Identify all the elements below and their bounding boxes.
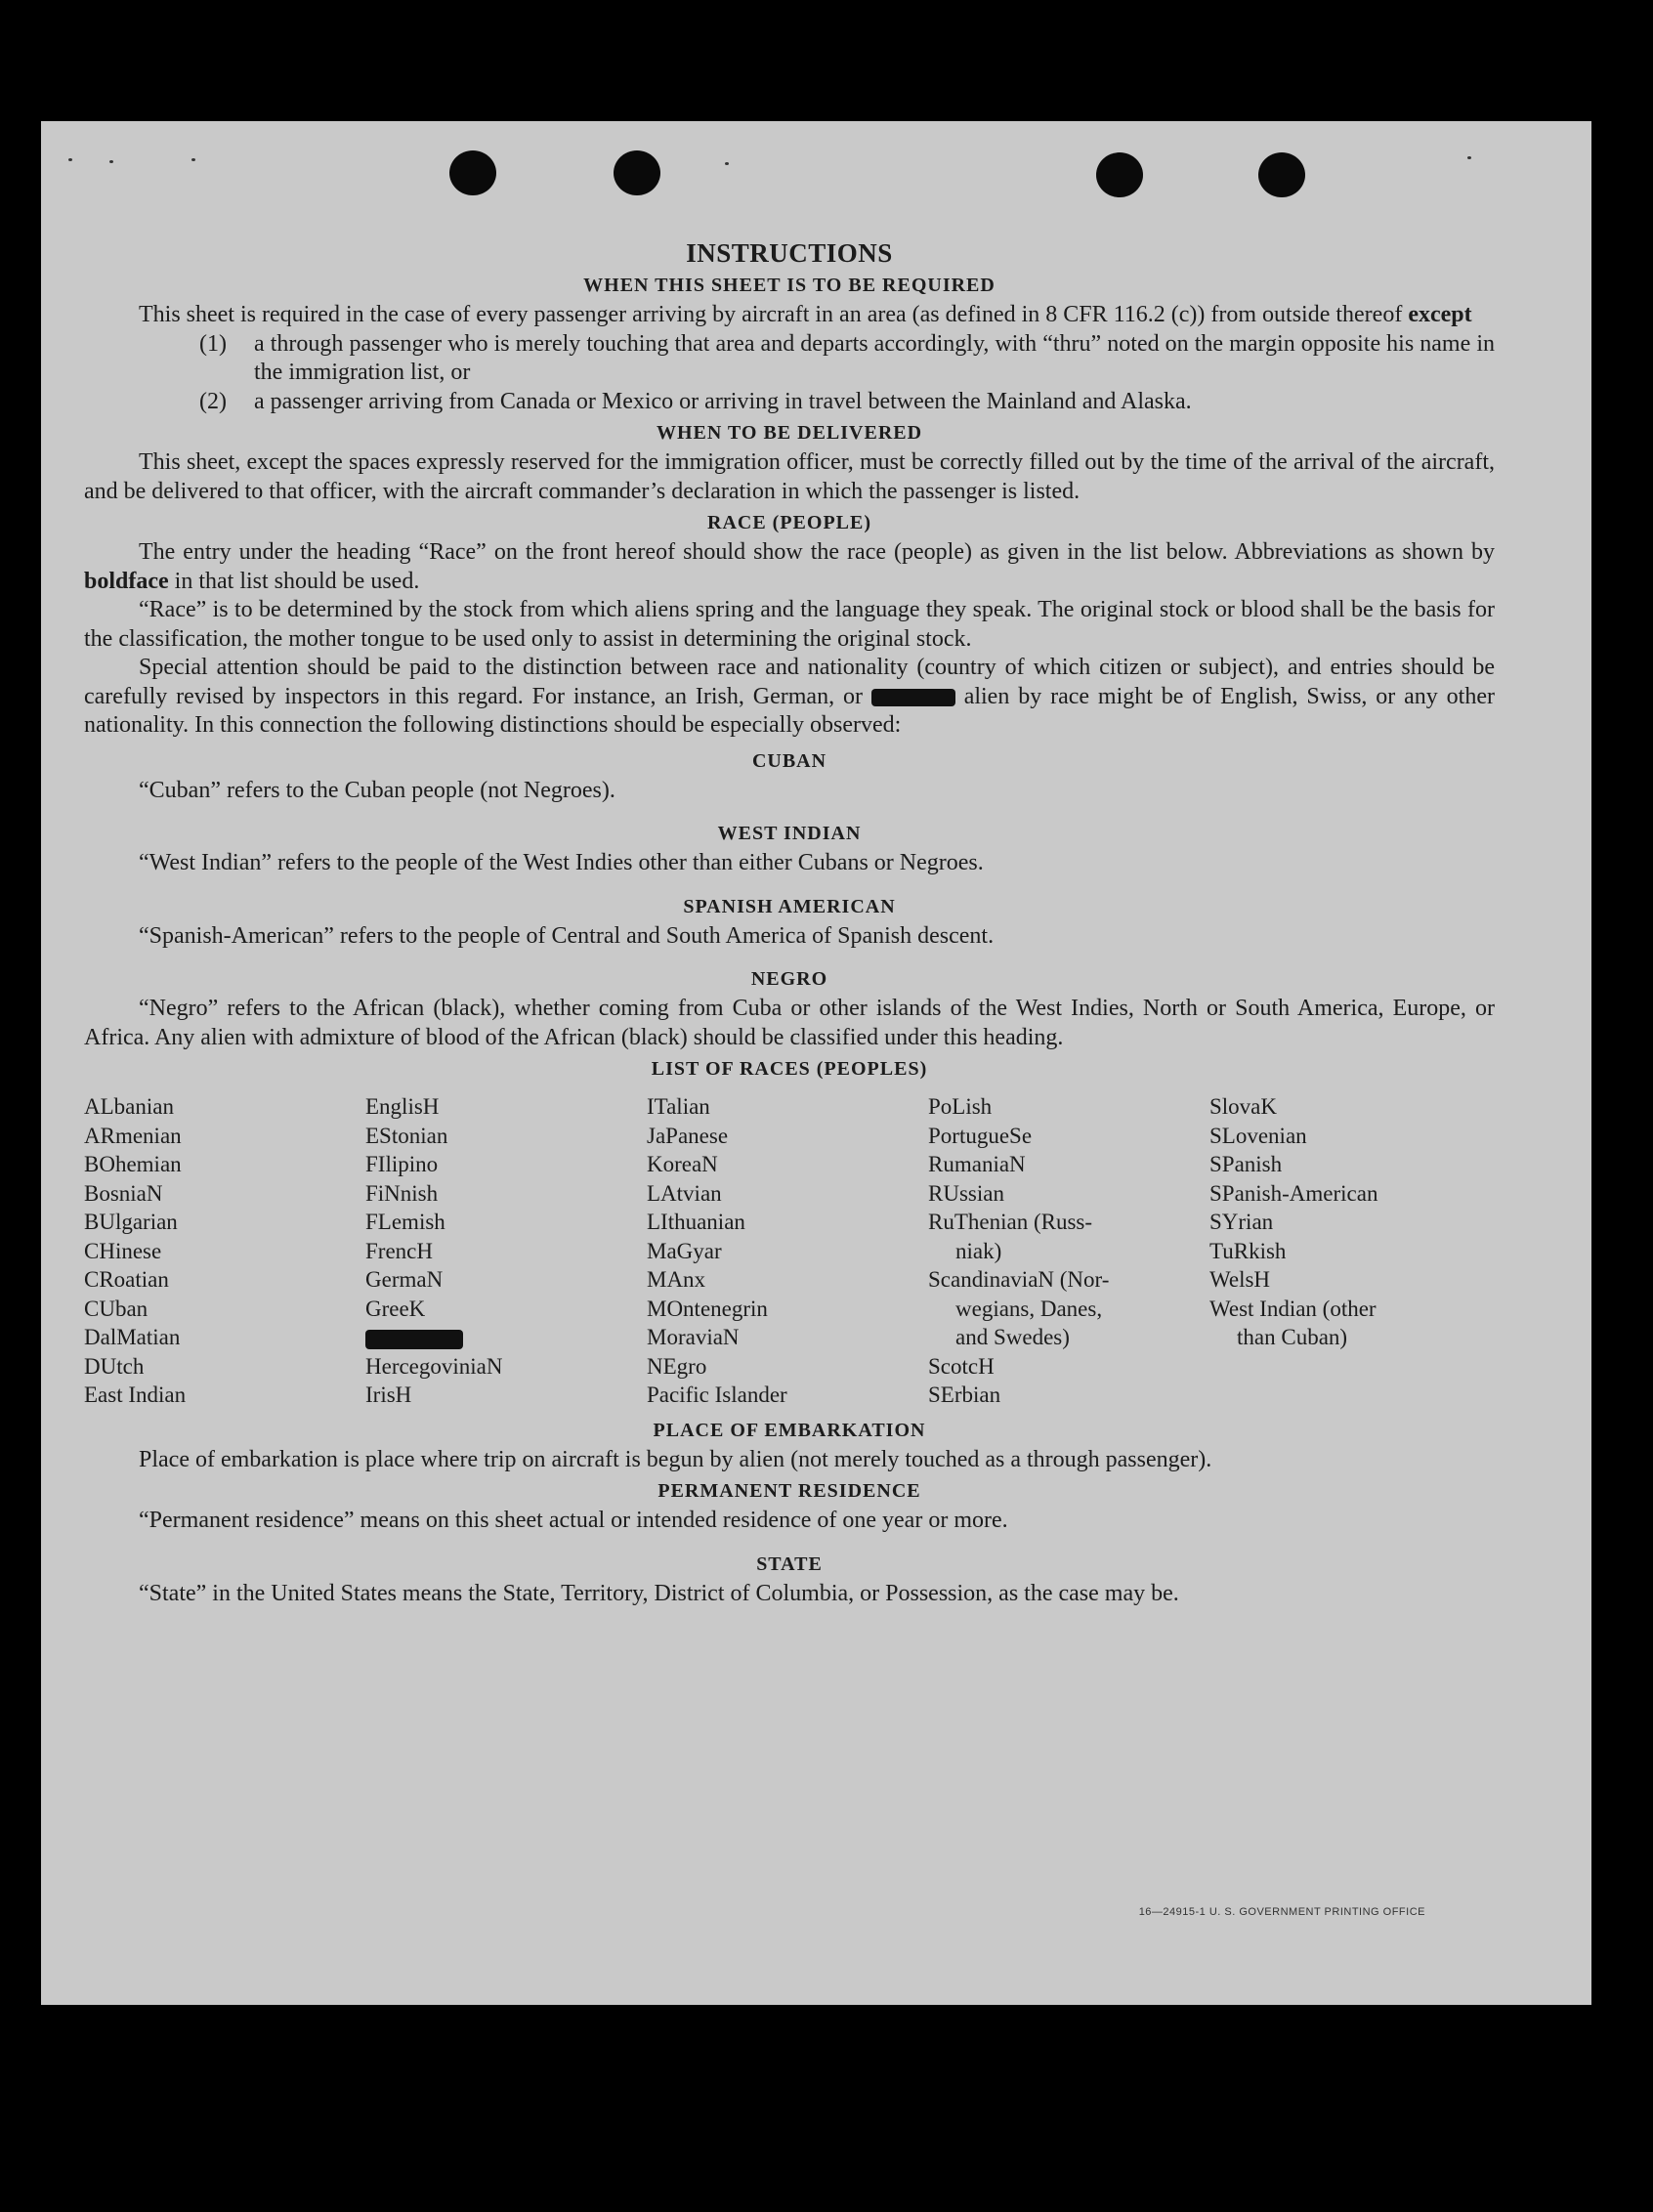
embarkation-text: Place of embarkation is place where trip on aircraft is begun by alien (not merely touched as a through passenger).: [139, 1446, 1212, 1472]
race-entry: SPanish-American: [1209, 1180, 1378, 1206]
race-entry: IrisH: [365, 1382, 412, 1407]
race-entry: ALbanian: [84, 1094, 174, 1119]
race-entry: ScandinaviaN (Nor-: [928, 1267, 1110, 1292]
race-entry: FrencH: [365, 1238, 433, 1263]
west-indian-text: “West Indian” refers to the people of the West Indies other than either Cubans or Negroes.: [139, 850, 984, 875]
redacted-race-entry: [365, 1323, 647, 1352]
race-entry: CHinese: [84, 1238, 162, 1263]
speck: [1467, 156, 1471, 159]
heading-cuban: CUBAN: [751, 749, 827, 772]
punch-hole: [1258, 152, 1305, 197]
state-text: “State” in the United States means the State, Territory, District of Columbia, or Possession, as the case may be.: [139, 1580, 1179, 1606]
race-entry: BOhemian: [84, 1152, 182, 1176]
race-entry: RUssian: [928, 1180, 1004, 1206]
redaction-mark: [871, 689, 955, 706]
race-entry: LAtvian: [647, 1180, 722, 1206]
race-entry: MAnx: [647, 1267, 706, 1292]
race-entry: BosniaN: [84, 1180, 163, 1206]
race-entry: MaGyar: [647, 1238, 722, 1263]
race-paragraph-2: “Race” is to be determined by the stock from which aliens spring and the language they speak. The original stock or blood shall be the basis for the classification, the mother tongue to be used only to assist in determining the original stock.: [84, 597, 1495, 652]
race-entry: BUlgarian: [84, 1210, 178, 1234]
race-entry: WelsH: [1209, 1267, 1271, 1292]
heading-embarkation: PLACE OF EMBARKATION: [653, 1419, 926, 1441]
race-entry: CRoatian: [84, 1267, 169, 1292]
speck: [725, 162, 729, 165]
races-column-4: [928, 1092, 1209, 1410]
race-entry: East Indian: [84, 1382, 187, 1407]
race-entry: PortugueSe: [928, 1123, 1033, 1148]
printing-office-imprint: 16—24915-1 U. S. GOVERNMENT PRINTING OFFICE: [1138, 1906, 1425, 1918]
race-entry: FLemish: [365, 1210, 445, 1234]
heading-spanish-american: SPANISH AMERICAN: [683, 895, 896, 917]
negro-text: “Negro” refers to the African (black), whether coming from Cuba or other islands of the West Indies, North or South America, Europe, or Africa. Any alien with admixture of blood of the African (black) should be classified under this heading.: [84, 996, 1495, 1050]
speck: [109, 160, 113, 163]
punch-hole: [449, 150, 496, 195]
punch-hole: [1096, 152, 1143, 197]
race-entry: ARmenian: [84, 1123, 182, 1148]
punch-hole: [614, 150, 660, 195]
race-entry-continued: niak): [955, 1238, 1002, 1263]
races-column-1: [84, 1092, 365, 1410]
race-entry: SlovaK: [1209, 1094, 1277, 1119]
race-entry: RuThenian (Russ-: [928, 1210, 1093, 1234]
race-entry: MOntenegrin: [647, 1296, 768, 1321]
race-entry: SLovenian: [1209, 1123, 1307, 1148]
speck: [191, 158, 195, 161]
heading-when-delivered: WHEN TO BE DELIVERED: [656, 422, 923, 444]
race-entry: NEgro: [647, 1353, 707, 1379]
race-entry: DalMatian: [84, 1325, 181, 1349]
race-entry: West Indian (other: [1209, 1296, 1377, 1321]
race-entry: KoreaN: [647, 1152, 718, 1176]
race-entry: DUtch: [84, 1353, 145, 1379]
exception-item: (2) a passenger arriving from Canada or Mexico or arriving in travel between the Mainland and Alaska.: [199, 388, 1192, 414]
race-entry: RumaniaN: [928, 1152, 1026, 1176]
race-entry: MoraviaN: [647, 1325, 740, 1349]
races-column-2: [365, 1092, 647, 1410]
residence-text: “Permanent residence” means on this sheet actual or intended residence of one year or more.: [139, 1508, 1008, 1533]
spanish-american-text: “Spanish-American” refers to the people of Central and South America of Spanish descent.: [139, 922, 995, 949]
document-sheet: [41, 121, 1591, 2005]
race-entry: TuRkish: [1209, 1238, 1287, 1263]
when-delivered-text: This sheet, except the spaces expressly reserved for the immigration officer, must be correctly filled out by the time of the arrival of the aircraft, and be delivered to that officer, with the aircraft commander’s declaration in which the passenger is listed.: [84, 449, 1495, 504]
race-entry: Pacific Islander: [647, 1382, 787, 1407]
heading-when-required: WHEN THIS SHEET IS TO BE REQUIRED: [583, 275, 996, 296]
race-entry-continued: than Cuban): [1237, 1325, 1348, 1349]
race-entry: EStonian: [365, 1123, 448, 1148]
races-column-5: [1209, 1092, 1491, 1410]
page-title: INSTRUCTIONS: [686, 238, 893, 268]
exception-item: (1) a through passenger who is merely touching that area and departs accordingly, with “thru” noted on the margin opposite his name in the immigration list, or: [199, 330, 1495, 385]
heading-west-indian: WEST INDIAN: [717, 823, 862, 844]
race-entry: GermaN: [365, 1267, 444, 1292]
heading-race: RACE (PEOPLE): [707, 512, 871, 533]
cuban-text: “Cuban” refers to the Cuban people (not Negroes).: [139, 777, 615, 803]
race-entry-continued: wegians, Danes,: [955, 1296, 1103, 1321]
race-entry-continued: and Swedes): [955, 1325, 1070, 1349]
race-entry: PoLish: [928, 1094, 993, 1119]
race-entry: SYrian: [1209, 1210, 1274, 1234]
race-paragraph-3: Special attention should be paid to the distinction between race and nationality (country of which citizen or subject), and entries should be carefully revised by inspectors in this regard. For instance, an Irish, German, or alien by race might be of English, Swiss, or any other nationality. In this connection the following distinctions should be especially observed:: [84, 655, 1495, 738]
race-entry: GreeK: [365, 1296, 426, 1321]
race-entry: LIthuanian: [647, 1210, 745, 1234]
heading-state: STATE: [756, 1553, 823, 1575]
heading-list-of-races: LIST OF RACES (PEOPLES): [651, 1058, 928, 1080]
redaction-mark: [365, 1330, 463, 1349]
race-entry: SErbian: [928, 1382, 1001, 1407]
heading-negro: NEGRO: [750, 968, 828, 990]
race-entry: JaPanese: [647, 1123, 729, 1148]
races-list: [84, 1092, 1495, 1410]
race-entry: HercegoviniaN: [365, 1353, 503, 1379]
race-entry: CUban: [84, 1296, 148, 1321]
instructions-content: [84, 238, 1495, 1608]
race-paragraph-1: The entry under the heading “Race” on the front hereof should show the race (people) as given in the list below. Abbreviations as shown by boldface in that list should be used.: [84, 539, 1495, 594]
race-entry: FiNnish: [365, 1180, 439, 1206]
heading-permanent-residence: PERMANENT RESIDENCE: [657, 1480, 921, 1502]
when-required-intro: This sheet is required in the case of every passenger arriving by aircraft in an area (as defined in 8 CFR 116.2 (c)) from outside thereof except: [139, 302, 1472, 327]
race-entry: FIlipino: [365, 1152, 439, 1176]
race-entry: ScotcH: [928, 1353, 995, 1379]
race-entry: ITalian: [647, 1094, 710, 1119]
speck: [68, 158, 72, 161]
race-entry: EnglisH: [365, 1094, 440, 1119]
race-entry: SPanish: [1209, 1152, 1283, 1176]
races-column-3: [647, 1092, 928, 1410]
